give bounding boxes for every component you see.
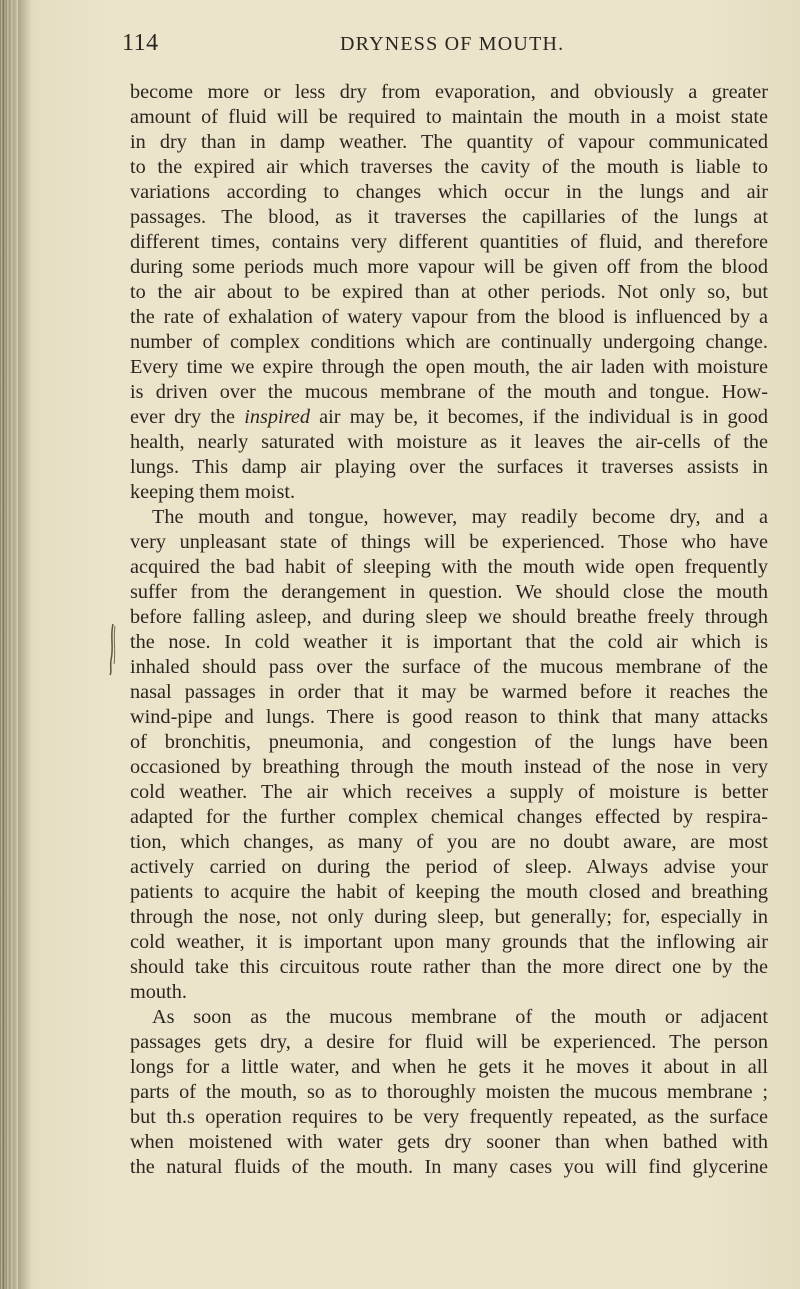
text-line: to the air about to be expired than at other periods. Not only so, but [130, 281, 768, 303]
page-header [122, 30, 767, 60]
text-line: tion, which changes, as many of you are no doubt aware, are most [130, 831, 768, 853]
text-run: ever dry the [130, 406, 245, 428]
book-binding-edge [0, 0, 18, 1289]
text-line: of bronchitis, pneumonia, and congestion of the lungs have been [130, 731, 768, 753]
text-run: air may be, it becomes, if the individual is in good [309, 406, 769, 428]
text-line: wind-pipe and lungs. There is good reason to think that many attacks [130, 706, 768, 728]
text-line: different times, contains very different quantities of fluid, and therefore [130, 231, 768, 253]
text-line: the nose. In cold weather it is important that the cold air which is [130, 631, 768, 653]
text-line: cold weather, it is important upon many grounds that the inflowing air [130, 931, 768, 953]
text-line: lungs. This damp air playing over the surfaces it traverses assists in [130, 456, 768, 478]
text-line: patients to acquire the habit of keeping the mouth closed and breathing [130, 881, 768, 903]
text-line: to the expired air which traverses the cavity of the mouth is liable to [130, 156, 768, 178]
text-line: before falling asleep, and during sleep we should breathe freely through [130, 606, 768, 628]
running-head: DRYNESS OF MOUTH. [340, 33, 565, 55]
text-line: the rate of exhalation of watery vapour from the blood is influenced by a [130, 306, 768, 328]
text-line: very unpleasant state of things will be experienced. Those who have [130, 531, 768, 553]
text-line: parts of the mouth, so as to thoroughly moisten the mucous membrane ; [130, 1081, 768, 1103]
text-line: the natural fluids of the mouth. In many cases you will find glycerine [130, 1156, 768, 1178]
text-line: but th.s operation requires to be very frequently repeated, as the surface [130, 1106, 768, 1128]
paragraph-end-line: mouth. [130, 981, 187, 1003]
binding-shadow [18, 0, 32, 1289]
text-line: number of complex conditions which are continually undergoing change. [130, 331, 768, 353]
text-line-with-italic [130, 405, 768, 430]
text-line: Every time we expire through the open mouth, the air laden with moisture [130, 356, 768, 378]
text-line: when moistened with water gets dry sooner than when bathed with [130, 1131, 768, 1153]
paragraph-start-line: The mouth and tongue, however, may readily become dry, and a [152, 506, 768, 528]
paragraph-end-line: keeping them moist. [130, 481, 296, 503]
text-line: occasioned by breathing through the mouth instead of the nose in very [130, 756, 768, 778]
text-line: cold weather. The air which receives a supply of moisture is better [130, 781, 768, 803]
text-line: suffer from the derangement in question. We should close the mouth [130, 581, 768, 603]
italic-word: inspired [244, 406, 310, 428]
text-line: should take this circuitous route rather than the more direct one by the [130, 956, 768, 978]
text-line: variations according to changes which occur in the lungs and air [130, 181, 768, 203]
body-text [130, 80, 768, 1180]
text-line: nasal passages in order that it may be warmed before it reaches the [130, 681, 768, 703]
text-line: passages gets dry, a desire for fluid will be experienced. The person [130, 1031, 768, 1053]
text-line: health, nearly saturated with moisture as it leaves the air-cells of the [130, 431, 768, 453]
text-line: adapted for the further complex chemical changes effected by respira- [130, 806, 768, 828]
text-line: amount of fluid will be required to maintain the mouth in a moist state [130, 106, 768, 128]
text-line: during some periods much more vapour will be given off from the blood [130, 256, 768, 278]
margin-pencil-mark [107, 622, 117, 677]
text-line: actively carried on during the period of sleep. Always advise your [130, 856, 768, 878]
page-number: 114 [122, 30, 159, 56]
text-line: longs for a little water, and when he gets it he moves it about in all [130, 1056, 768, 1078]
text-line: is driven over the mucous membrane of the mouth and tongue. How- [130, 381, 768, 403]
text-line: passages. The blood, as it traverses the capillaries of the lungs at [130, 206, 768, 228]
text-line: acquired the bad habit of sleeping with the mouth wide open frequently [130, 556, 768, 578]
text-line: inhaled should pass over the surface of the mucous membrane of the [130, 656, 768, 678]
text-line: in dry than in damp weather. The quantity of vapour communicated [130, 131, 768, 153]
paragraph-start-line: As soon as the mucous membrane of the mouth or adjacent [152, 1006, 768, 1028]
text-line: become more or less dry from evaporation, and obviously a greater [130, 81, 768, 103]
text-line: through the nose, not only during sleep, but generally; for, especially in [130, 906, 768, 928]
